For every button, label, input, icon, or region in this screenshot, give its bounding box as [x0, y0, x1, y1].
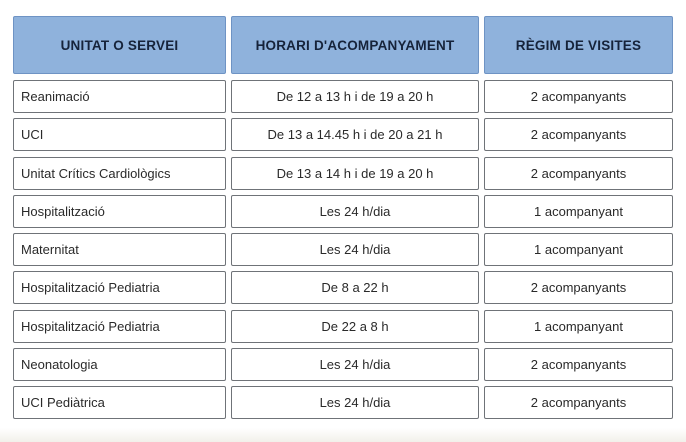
cell-unit: Unitat Crítics Cardiològics [13, 157, 226, 190]
cell-schedule: Les 24 h/dia [231, 233, 479, 266]
cell-visits: 2 acompanyants [484, 157, 673, 190]
cell-visits: 2 acompanyants [484, 348, 673, 381]
cell-schedule: De 8 a 22 h [231, 271, 479, 304]
cell-unit: Reanimació [13, 80, 226, 113]
cell-schedule: Les 24 h/dia [231, 386, 479, 419]
cell-schedule: De 22 a 8 h [231, 310, 479, 343]
header-visits: RÈGIM DE VISITES [484, 16, 673, 74]
cell-unit: Hospitalització Pediatria [13, 310, 226, 343]
cell-visits: 2 acompanyants [484, 271, 673, 304]
cell-visits: 1 acompanyant [484, 310, 673, 343]
cell-unit: Neonatologia [13, 348, 226, 381]
cell-unit: Maternitat [13, 233, 226, 266]
cell-visits: 2 acompanyants [484, 80, 673, 113]
cell-schedule: Les 24 h/dia [231, 348, 479, 381]
cell-schedule: De 13 a 14.45 h i de 20 a 21 h [231, 118, 479, 151]
cell-unit: UCI [13, 118, 226, 151]
cell-visits: 1 acompanyant [484, 195, 673, 228]
cell-schedule: De 12 a 13 h i de 19 a 20 h [231, 80, 479, 113]
header-schedule: HORARI D'ACOMPANYAMENT [231, 16, 479, 74]
cell-visits: 2 acompanyants [484, 118, 673, 151]
cell-unit: Hospitalització [13, 195, 226, 228]
cell-schedule: Les 24 h/dia [231, 195, 479, 228]
visiting-hours-table [13, 16, 673, 425]
page-bottom-edge [0, 428, 686, 442]
header-unit: UNITAT O SERVEI [13, 16, 226, 74]
cell-visits: 2 acompanyants [484, 386, 673, 419]
cell-unit: Hospitalització Pediatria [13, 271, 226, 304]
cell-visits: 1 acompanyant [484, 233, 673, 266]
cell-unit: UCI Pediàtrica [13, 386, 226, 419]
cell-schedule: De 13 a 14 h i de 19 a 20 h [231, 157, 479, 190]
